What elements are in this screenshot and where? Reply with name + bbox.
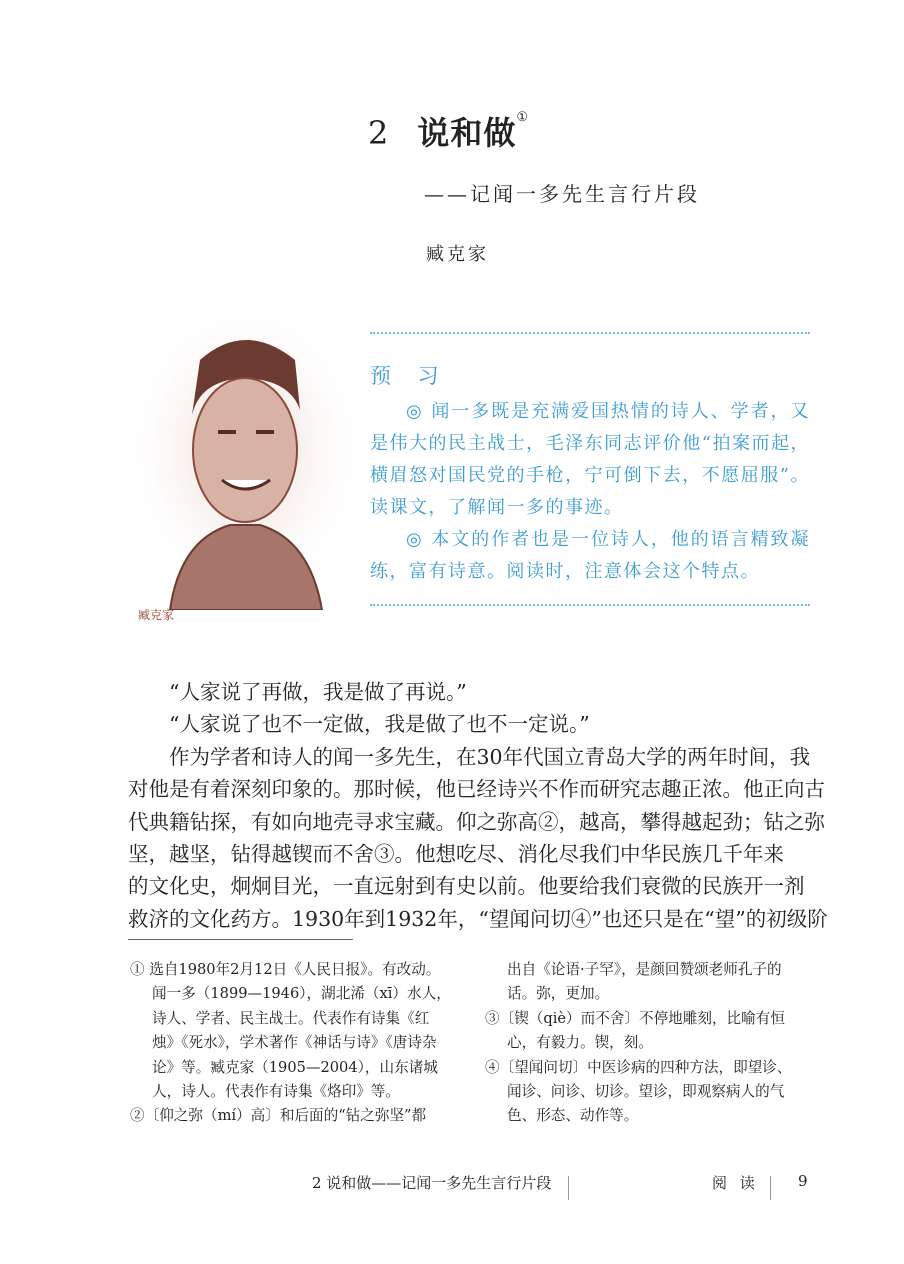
footer-divider — [770, 1176, 771, 1200]
footnotes-right-column — [485, 958, 815, 1129]
footnote-line: 出自《论语·子罕》，是颜回赞颂老师孔子的 — [507, 961, 782, 978]
footnote-divider — [128, 939, 353, 940]
lesson-author: 臧克家 — [426, 244, 489, 265]
portrait-caption: 臧克家 — [138, 608, 175, 622]
footer-lesson-title: 2 说和做——记闻一多先生言行片段 — [312, 1174, 552, 1192]
body-line: 对他是有着深刻印象的。那时候，他已经诗兴不作而研究志趣正浓。他正向古 — [128, 777, 825, 802]
footnote-line: 色、形态、动作等。 — [507, 1107, 639, 1125]
footer-divider — [568, 1176, 569, 1200]
footnote-line: ③〔锲（qiè）而不舍〕不停地雕刻，比喻有恒 — [485, 1009, 785, 1027]
footnote-line: 人，诗人。代表作有诗集《烙印》等。 — [152, 1083, 401, 1101]
footnote-line: 话。弥，更加。 — [507, 985, 610, 1003]
footnote-line: ① 选自1980年2月12日《人民日报》。有改动。 — [130, 961, 441, 978]
body-line: 代典籍钻探，有如向地壳寻求宝藏。仰之弥高②，越高，攀得越起劲；钻之弥 — [128, 809, 825, 834]
footnote-mark[interactable]: ① — [516, 110, 530, 125]
body-line: 救济的文化药方。1930年到1932年，“望闻问切④”也还只是在“望”的初级阶 — [128, 906, 828, 931]
preview-box — [370, 362, 810, 588]
footnote-line: 诗人、学者、民主战士。代表作有诗集《红 — [152, 1009, 430, 1027]
preview-bottom-divider — [370, 604, 810, 606]
preview-top-divider — [370, 332, 810, 334]
footnote-line: 心，有毅力。锲，刻。 — [507, 1034, 653, 1052]
body-line: 作为学者和诗人的闻一多先生，在30年代国立青岛大学的两年时间，我 — [169, 744, 811, 769]
body-line: 坚，越坚，钻得越锲而不舍③。他想吃尽、消化尽我们中华民族几千年来 — [128, 842, 784, 867]
author-portrait — [130, 320, 360, 610]
footnote-line: ④〔望闻问切〕中医诊病的四种方法，即望诊、 — [485, 1058, 792, 1076]
body-text — [128, 676, 828, 935]
lesson-subtitle: ——记闻一多先生言行片段 — [424, 182, 700, 206]
lesson-title — [368, 108, 529, 154]
footer-section: 阅 读 — [712, 1174, 759, 1192]
preview-paragraph: ◎ 闻一多既是充满爱国热情的诗人、学者，又是伟大的民主战士，毛泽东同志评价他“拍案而起，横眉怒对国民党的手枪，宁可倒下去，不愿屈服”。读课文，了解闻一多的事迹。 — [370, 401, 810, 518]
page-number: 9 — [798, 1172, 808, 1190]
footnote-line: 烛》《死水》，学术著作《神话与诗》《唐诗杂 — [152, 1034, 437, 1052]
lesson-number: 2 — [368, 114, 390, 152]
footnotes-left-column — [130, 958, 470, 1129]
footnote-line: 闻诊、问诊、切诊。望诊，即观察病人的气 — [507, 1083, 785, 1101]
body-line: 的文化史，炯炯目光，一直远射到有史以前。他要给我们衰微的民族开一剂 — [128, 874, 805, 899]
preview-paragraph: ◎ 本文的作者也是一位诗人，他的语言精致凝练，富有诗意。阅读时，注意体会这个特点。 — [370, 529, 810, 582]
lesson-title-text: 说和做 — [417, 114, 517, 152]
footnote-line: 论》等。臧克家（1905—2004），山东诸城 — [152, 1058, 438, 1076]
body-line: “人家说了也不一定做，我是做了也不一定说。” — [169, 712, 590, 737]
preview-heading: 预 习 — [370, 364, 449, 388]
body-line: “人家说了再做，我是做了再说。” — [169, 680, 467, 704]
footnote-line: ②〔仰之弥（mí）高〕和后面的“钻之弥坚”都 — [130, 1107, 427, 1125]
footnote-line: 闻一多（1899—1946），湖北浠（xī）水人， — [152, 985, 451, 1003]
